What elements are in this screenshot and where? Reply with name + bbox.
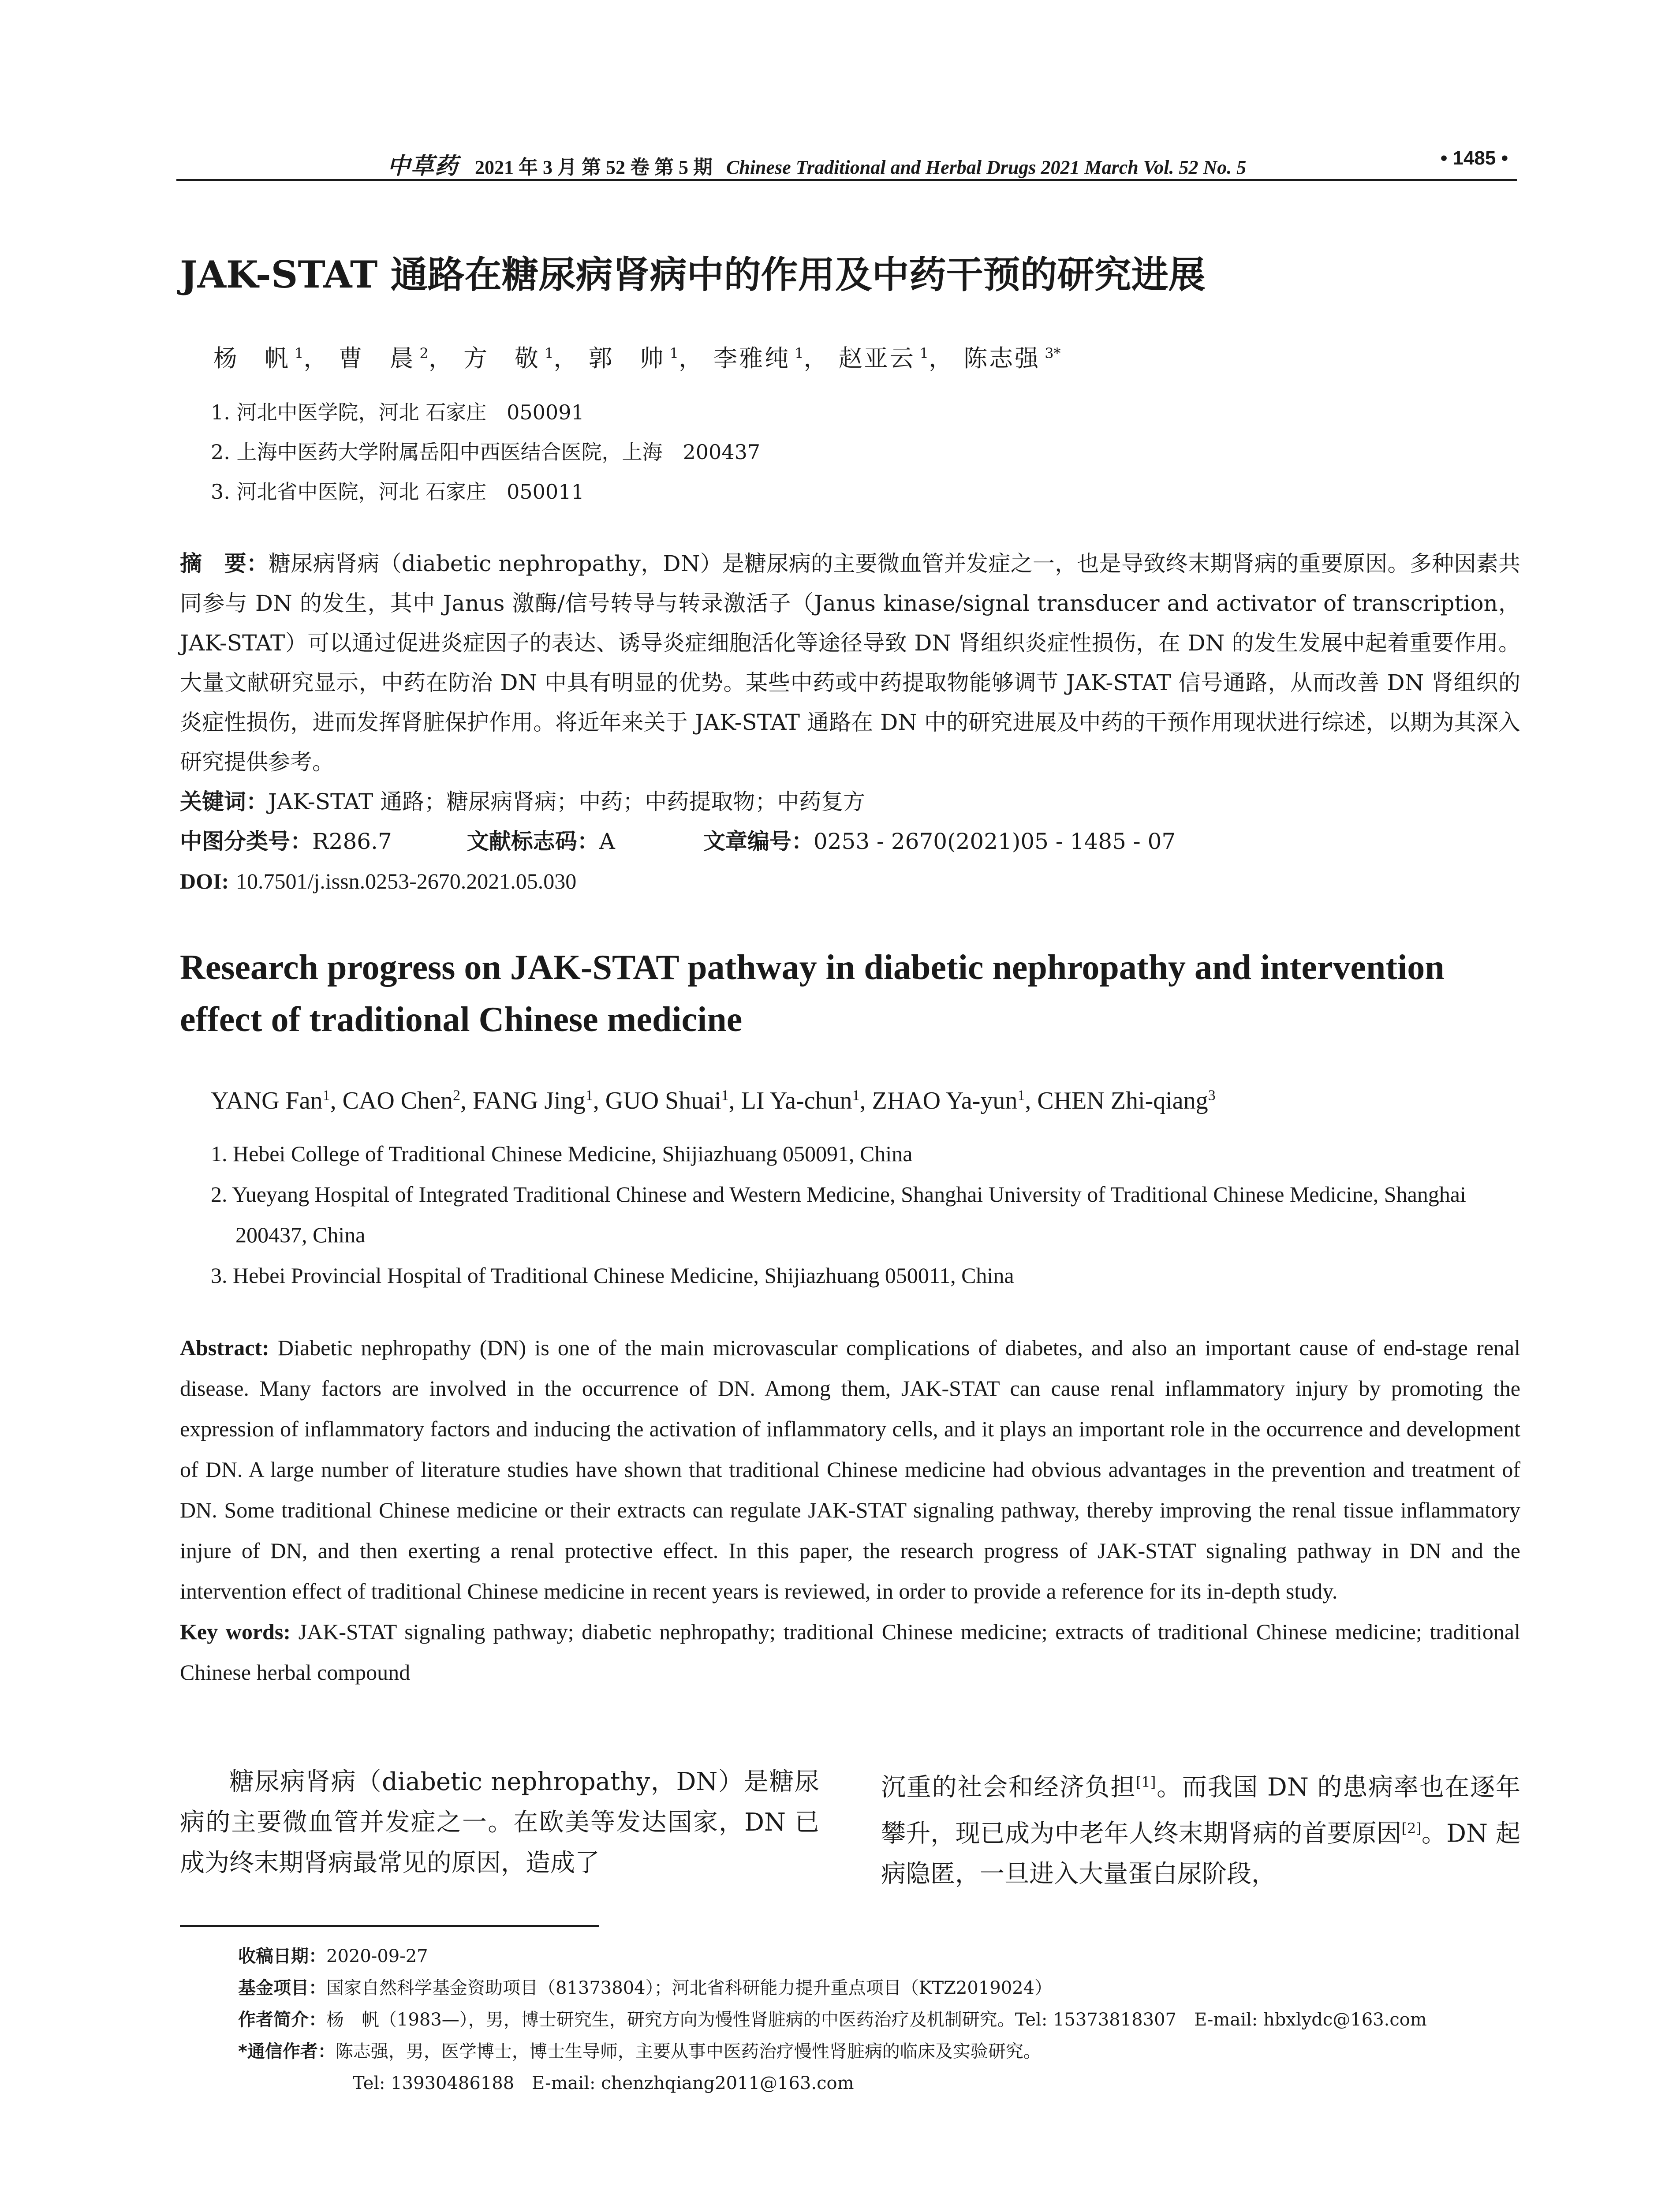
affiliation-en: 1. Hebei College of Traditional Chinese Medicine, Shijiazhuang 050091, China (211, 1141, 913, 1166)
abstract-cn-label: 摘 要： (180, 551, 269, 576)
affiliation-cn: 3. 河北省中医院，河北 石家庄 050011 (211, 480, 584, 504)
abstract-cn-block (180, 544, 1520, 901)
doi-value: 10.7501/j.issn.0253-2670.2021.05.030 (236, 869, 577, 893)
author-cn: 曹 晨 $^2$， (338, 344, 454, 372)
author-cn: 郭 帅 $^1$， (588, 344, 704, 372)
author-en: YANG Fan$^1$, (211, 1087, 343, 1114)
affiliation-en: 2. Yueyang Hospital of Integrated Traditional Chinese and Western Medicine, Shanghai University of Traditional Chinese Medicine, Shanghai 200437, China (211, 1182, 1466, 1247)
citation-ref[interactable]: [2] (1401, 1820, 1422, 1837)
abstract-en-text: Diabetic nephropathy (DN) is one of the main microvascular complications of diabetes, and also an important cause of end-stage renal disease. Many factors are involved in the occurrence of DN. Among them, JAK-STAT can cause renal inflammatory injury by promoting the expression of inflammatory factors and inducing the activation of inflammatory cells, and it plays an important role in the occurrence and development of DN. A large number of literature studies have shown that traditional Chinese medicine had obvious advantages in the prevention and treatment of DN. Some traditional Chinese medicine or their extracts can regulate JAK-STAT signaling pathway, thereby improving the renal tissue inflammatory injure of DN, and then exerting a renal protective effect. In this paper, the research progress of JAK-STAT signaling pathway in DN and the intervention effect of traditional Chinese medicine in recent years is reviewed, in order to provide a reference for its in-depth study. (180, 1335, 1520, 1603)
author-cn: 陈志强 $^{3*}$ (963, 344, 1061, 372)
issue-cn: 2021 年 3 月 第 52 卷 第 5 期 (475, 157, 713, 178)
citation-ref[interactable]: [1] (1136, 1774, 1156, 1790)
affiliation-en: 3. Hebei Provincial Hospital of Traditional Chinese Medicine, Shijiazhuang 050011, China (211, 1263, 1014, 1288)
abstract-en-block (180, 1327, 1520, 1693)
header-left (387, 147, 1246, 180)
keywords-en: Key words: JAK-STAT signaling pathway; diabetic nephropathy; traditional Chinese medicine; extracts of traditional Chinese medicine; traditional Chinese herbal compound (180, 1619, 1520, 1685)
keywords-cn: 关键词：JAK-STAT 通路；糖尿病肾病；中药；中药提取物；中药复方 (180, 789, 866, 815)
affiliations-cn (211, 392, 760, 512)
body-column-left: 糖尿病肾病（diabetic nephropathy，DN）是糖尿病的主要微血管并发症之一。在欧美等发达国家，DN 已成为终末期肾病最常见的原因，造成了 (180, 1768, 819, 1877)
author-en: CAO Chen$^2$, (342, 1087, 473, 1114)
author-en: ZHAO Ya-yun$^1$, (872, 1087, 1038, 1114)
footnote-divider (180, 1925, 599, 1927)
doc-code: A (599, 829, 615, 854)
footnote-fund: 基金项目：国家自然科学基金资助项目（81373804）；河北省科研能力提升重点项目（KTZ2019024） (238, 1978, 1053, 1998)
page-number: • 1485 • (1440, 147, 1508, 169)
footnote-corresponding: *通信作者：陈志强，男，医学博士，博士生导师，主要从事中医药治疗慢性肾脏病的临床及实验研究。 (238, 2041, 1041, 2062)
abstract-cn-text: 糖尿病肾病（diabetic nephropathy，DN）是糖尿病的主要微血管并发症之一，也是导致终末期肾病的重要原因。多种因素共同参与 DN 的发生，其中 Janus 激酶/信号转导与转录激活子（Janus kinase/signal transducer and activator of transcription，JAK-STAT）可以通过促进炎症因子的表达、诱导炎症细胞活化等途径导致 DN 肾组织炎症性损伤，在 DN 的发生发展中起着重要作用。大量文献研究显示，中药在防治 DN 中具有明显的优势。某些中药或中药提取物能够调节 JAK-STAT 信号通路，从而改善 DN 肾组织的炎症性损伤，进而发挥肾脏保护作用。将近年来关于 JAK-STAT 通路在 DN 中的研究进展及中药的干预作用现状进行综述，以期为其深入研究提供参考。 (180, 551, 1520, 775)
author-en: GUO Shuai$^1$, (605, 1087, 741, 1114)
journal-logo: 中草药 (387, 154, 459, 179)
body-column-right: 沉重的社会和经济负担[1]。而我国 DN 的患病率也在逐年攀升，现已成为中老年人终末期肾病的首要原因[2]。DN 起病隐匿，一旦进入大量蛋白尿阶段， (881, 1773, 1521, 1889)
article-number: 0253 - 2670(2021)05 - 1485 - 07 (813, 829, 1176, 854)
doi-line: DOI: 10.7501/j.issn.0253-2670.2021.05.030 (180, 869, 577, 893)
author-cn: 李雅纯 $^1$， (713, 344, 829, 372)
title-en: Research progress on JAK-STAT pathway in diabetic nephropathy and intervention effect of traditional Chinese medicine (180, 948, 1445, 1039)
authors-en (211, 1087, 1216, 1115)
running-header (176, 144, 1517, 181)
abstract-cn (180, 544, 1520, 782)
affiliation-cn: 2. 上海中医药大学附属岳阳中西医结合医院，上海 200437 (211, 440, 761, 464)
author-cn: 方 敬 $^1$， (463, 344, 579, 372)
author-cn: 赵亚云 $^1$， (838, 344, 955, 372)
abstract-en-label: Abstract: (180, 1335, 269, 1360)
affiliations-en (211, 1133, 1520, 1296)
footnotes (238, 1940, 1427, 2099)
classification-line: 中图分类号：R286.7 文献标志码：A 文章编号：0253 - 2670(2021)05 - 1485 - 07 (180, 829, 1176, 854)
footnote-received: 收稿日期：2020-09-27 (238, 1946, 428, 1966)
footnote-author: 作者简介：杨 帆（1983—），男，博士研究生，研究方向为慢性肾脏病的中医药治疗及机制研究。Tel: 15373818307 E-mail: hbxlydc@163.com (238, 2010, 1427, 2030)
abstract-en (180, 1327, 1520, 1611)
author-en: CHEN Zhi-qiang$^3$ (1037, 1087, 1216, 1114)
author-en: FANG Jing$^1$, (473, 1087, 605, 1114)
affiliation-cn: 1. 河北中医学院，河北 石家庄 050091 (211, 400, 584, 424)
title-cn: JAK-STAT 通路在糖尿病肾病中的作用及中药干预的研究进展 (180, 253, 1206, 296)
footnote-corresponding-contact: Tel: 13930486188 E-mail: chenzhqiang2011@163.com (353, 2073, 854, 2093)
author-en: LI Ya-chun$^1$, (741, 1087, 872, 1114)
authors-cn (213, 340, 1061, 374)
journal-name-en: Chinese Traditional and Herbal Drugs 2021 March Vol. 52 No. 5 (726, 157, 1247, 178)
author-cn: 杨 帆 $^1$， (213, 344, 329, 372)
clc-number: R286.7 (312, 829, 392, 854)
